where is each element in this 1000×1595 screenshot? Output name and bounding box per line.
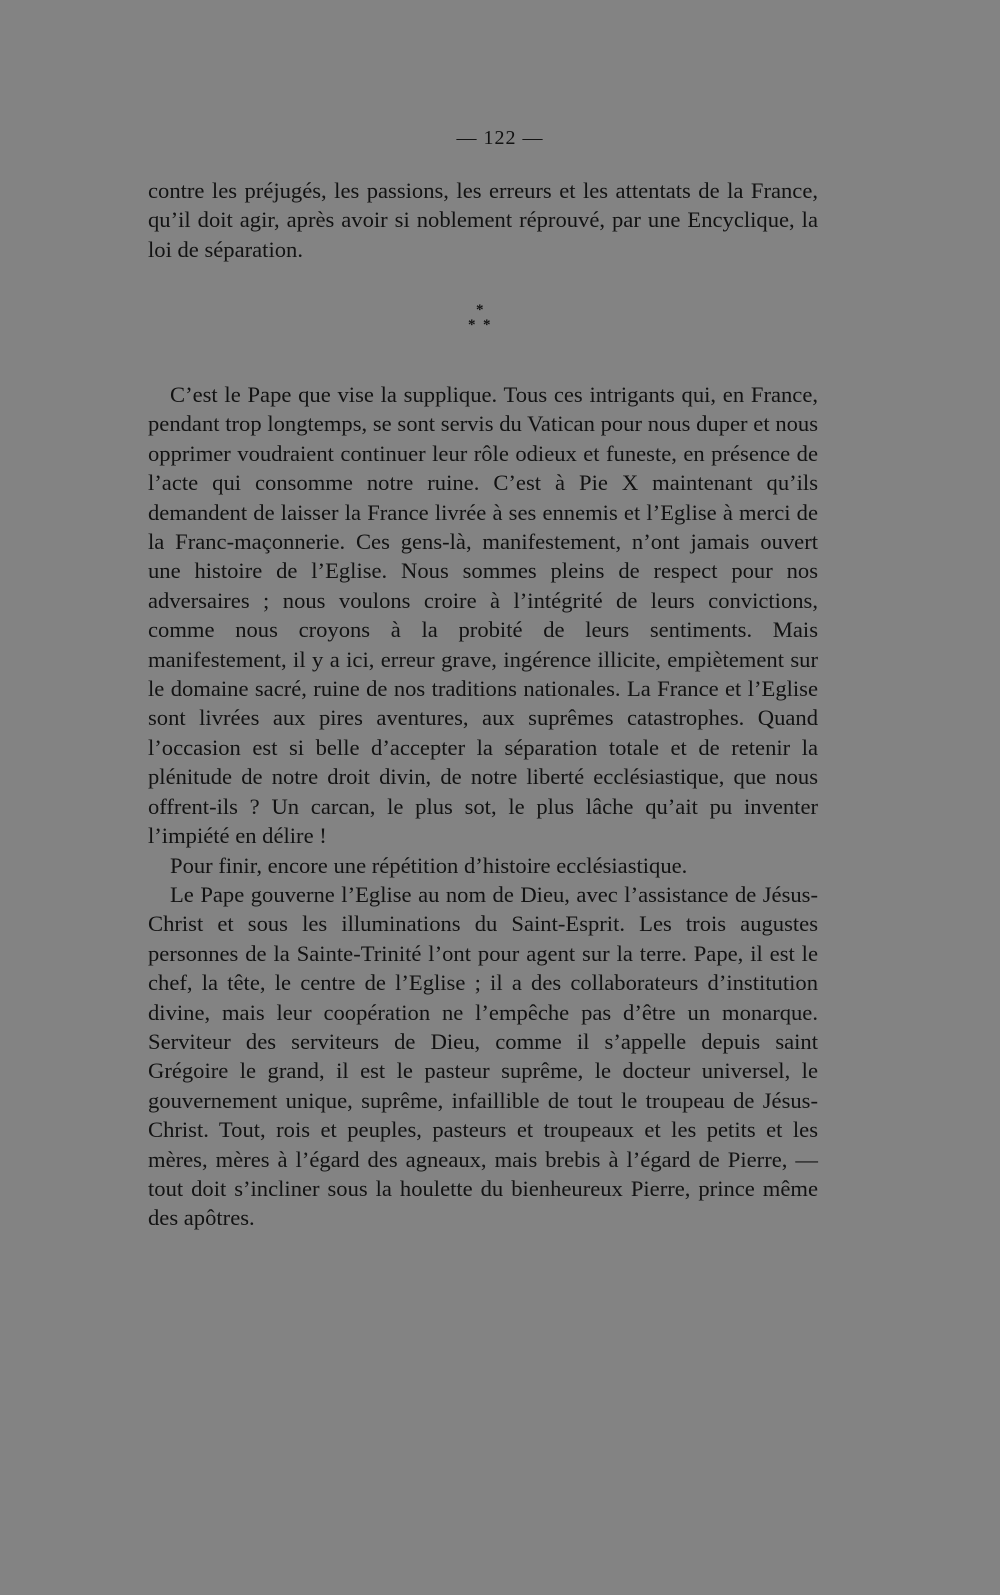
asterisk-icon: * xyxy=(468,317,476,333)
paragraph: Pour finir, encore une répétition d’histoire ecclésiastique. xyxy=(170,852,688,878)
paragraph: C’est le Pape que vise la supplique. Tous ces intrigants qui, en France, pendant trop longtemps, se sont servis du Vatican pour nous duper et nous opprimer voudraient continuer leur rôle odieux et funeste, en présence de l’acte qui consomme notre ruine. C’est à Pie X maintenant qu’ils demandent de laisser la France livrée à ses ennemis et l’Eglise à merci de la Franc-maçonnerie. Ces gens-là, manifestement, n’ont jamais ouvert une histoire de l’Eglise. Nous sommes pleins de respect pour nos adversaires ; nous voulons croire à l’intégrité de leurs convictions, comme nous croyons à la probité de leurs sentiments. Mais manifestement, il y a ici, erreur grave, ingérence illicite, empiètement sur le domaine sacré, ruine de nos traditions nationales. La France et l’Eglise sont livrées aux pires aventures, aux suprêmes catastrophes. Quand l’occasion est si belle d’accepter la séparation totale et de retenir la plénitude de notre droit divin, de notre liberté ecclésiastique, que nous offrent-ils ? Un carcan, le plus sot, le plus lâche qu’ait pu inventer l’impiété en délire ! xyxy=(148,382,818,849)
paragraph: contre les préjugés, les passions, les erreurs et les attentats de la France, qu’il doit agir, après avoir si noblement réprouvé, par une Encyclique, la loi de séparation. xyxy=(148,178,818,262)
asterism-separator xyxy=(466,303,498,343)
text-block-top xyxy=(148,176,818,264)
text-block-main xyxy=(148,380,818,1233)
paragraph: Le Pape gouverne l’Eglise au nom de Dieu, avec l’assistance de Jésus-Christ et sous les illuminations du Saint-Esprit. Les trois augustes personnes de la Sainte-Trinité l’ont pour agent sur la terre. Pape, il est le chef, la tête, le centre de l’Eglise ; il a des collaborateurs d’institution divine, mais leur coopération ne l’empêche pas d’être un monarque. Serviteur des serviteurs de Dieu, comme il s’appelle depuis saint Grégoire le grand, il est le pasteur suprême, le docteur universel, le gouvernement unique, suprême, infaillible de tout le troupeau de Jésus-Christ. Tout, rois et peuples, pasteurs et troupeaux et les petits et les mères, mères à l’égard des agneaux, mais brebis à l’égard de Pierre, — tout doit s’incliner sous la houlette du bienheureux Pierre, prince même des apôtres. xyxy=(148,881,818,1231)
page-number: — 122 — xyxy=(456,127,544,149)
asterisk-icon: * xyxy=(476,302,484,318)
asterisk-icon: * xyxy=(483,317,491,333)
